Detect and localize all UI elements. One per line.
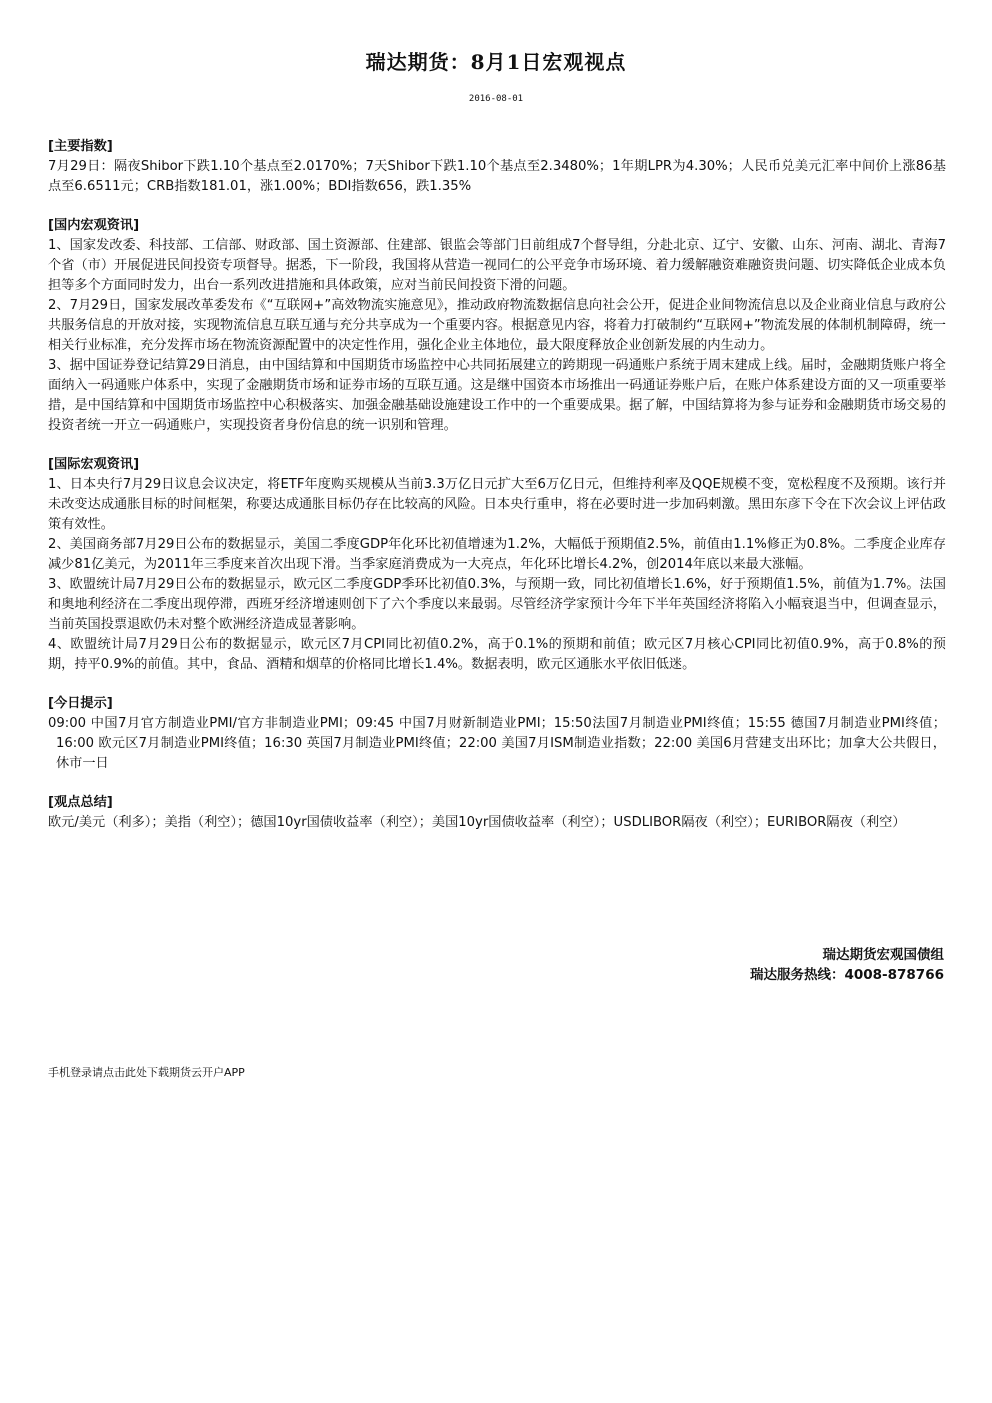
international-news-item-2: 2、美国商务部7月29日公布的数据显示，美国二季度GDP年化环比初值增速为1.2%，大幅低于预期值2.5%，前值由1.1%修正为0.8%。二季度企业库存减少81亿美元，为2011年三季度来首次出现下滑。当季家庭消费成为一大亮点，年化环比增长4.2%，创2014年底以来最大涨幅。	[48, 537, 946, 572]
publish-date: 2016-08-01	[468, 94, 524, 104]
page-title: 瑞达期货：8月1日宏观视点	[365, 50, 627, 74]
report-body	[48, 137, 946, 852]
signature-team: 瑞达期货宏观国债组	[822, 947, 944, 963]
today-tips-paragraph: 09:00 中国7月官方制造业PMI/官方非制造业PMI；09:45 中国7月财新制造业PMI；15:50法国7月制造业PMI终值；15:55 德国7月制造业PMI终值；16:00 欧元区7月制造业PMI终值；16:30 英国7月制造业PMI终值；22:00 美国7月ISM制造业指数；22:00 美国6月营建支出环比；加拿大公共假日，休市一日	[48, 716, 946, 771]
section-summary	[48, 793, 946, 833]
section-domestic-news	[48, 216, 946, 436]
section-title-summary: [观点总结]	[48, 795, 113, 810]
international-news-item-3: 3、欧盟统计局7月29日公布的数据显示，欧元区二季度GDP季环比初值0.3%，与预期一致，同比初值增长1.6%，好于预期值1.5%，前值为1.7%。法国和奥地利经济在二季度出现停滞，西班牙经济增速则创下了六个季度以来最弱。尽管经济学家预计今年下半年英国经济将陷入小幅衰退当中，但调查显示，当前英国投票退欧仍未对整个欧洲经济造成显著影响。	[48, 577, 946, 632]
signature-block	[750, 945, 944, 985]
international-news-item-1: 1、日本央行7月29日议息会议决定，将ETF年度购买规模从当前3.3万亿日元扩大至6万亿日元，但维持利率及QQE规模不变，宽松程度不及预期。该行并未改变达成通胀目标的时间框架，称要达成通胀目标仍存在比较高的风险。日本央行重申，将在必要时进一步加码刺激。黑田东彦下令在下次会议上评估政策有效性。	[48, 477, 946, 532]
domestic-news-item-3: 3、据中国证券登记结算29日消息，由中国结算和中国期货市场监控中心共同拓展建立的跨期现一码通账户系统于周末建成上线。届时，金融期货账户将全面纳入一码通账户体系中，实现了金融期货市场和证券市场的互联互通。这是继中国资本市场推出一码通证券账户后，在账户体系建设方面的又一项重要举措，是中国结算和中国期货市场监控中心积极落实、加强金融基础设施建设工作中的一个重要成果。据了解，中国结算将为参与证券和金融期货市场交易的投资者统一开立一码通账户，实现投资者身份信息的统一识别和管理。	[48, 358, 946, 433]
section-title-domestic-news: [国内宏观资讯]	[48, 218, 140, 233]
section-title-today-tips: [今日提示]	[48, 696, 113, 711]
section-title-main-index: [主要指数]	[48, 139, 113, 154]
section-main-index	[48, 137, 946, 197]
main-index-paragraph: 7月29日：隔夜Shibor下跌1.10个基点至2.0170%；7天Shibor下跌1.10个基点至2.3480%；1年期LPR为4.30%；人民币兑美元汇率中间价上涨86基点至6.6511元；CRB指数181.01，涨1.00%；BDI指数656，跌1.35%	[48, 159, 946, 194]
international-news-item-4: 4、欧盟统计局7月29日公布的数据显示，欧元区7月CPI同比初值0.2%，高于0.1%的预期和前值；欧元区7月核心CPI同比初值0.9%，高于0.8%的预期，持平0.9%的前值。其中，食品、酒精和烟草的价格同比增长1.4%。数据表明，欧元区通胀水平依旧低迷。	[48, 637, 946, 672]
section-title-international-news: [国际宏观资讯]	[48, 457, 140, 472]
domestic-news-item-2: 2、7月29日，国家发展改革委发布《“互联网+”高效物流实施意见》，推动政府物流数据信息向社会公开，促进企业间物流信息以及企业商业信息与政府公共服务信息的开放对接，实现物流信息互联互通与充分共享成为一个重要内容。根据意见内容，将着力打破制约“互联网+”物流发展的体制机制障碍，统一相关行业标准，充分发挥市场在物流资源配置中的决定性作用，强化企业主体地位，最大限度释放企业创新发展的内生动力。	[48, 298, 946, 353]
section-today-tips	[48, 694, 946, 774]
summary-paragraph: 欧元/美元（利多）；美指（利空）；德国10yr国债收益率（利空）；美国10yr国债收益率（利空）；USDLIBOR隔夜（利空）；EURIBOR隔夜（利空）	[48, 815, 906, 830]
download-app-link[interactable]: 手机登录请点击此处下载期货云开户APP	[48, 1066, 245, 1079]
signature-hotline: 瑞达服务热线：4008-878766	[749, 967, 944, 983]
section-international-news	[48, 455, 946, 675]
domestic-news-item-1: 1、国家发改委、科技部、工信部、财政部、国土资源部、住建部、银监会等部门日前组成7个督导组，分赴北京、辽宁、安徽、山东、河南、湖北、青海7个省（市）开展促进民间投资专项督导。据悉，下一阶段，我国将从营造一视同仁的公平竞争市场环境、着力缓解融资难融资贵问题、切实降低企业成本负担等多个方面同时发力，出台一系列改进措施和具体政策，应对当前民间投资下滑的问题。	[48, 238, 946, 293]
